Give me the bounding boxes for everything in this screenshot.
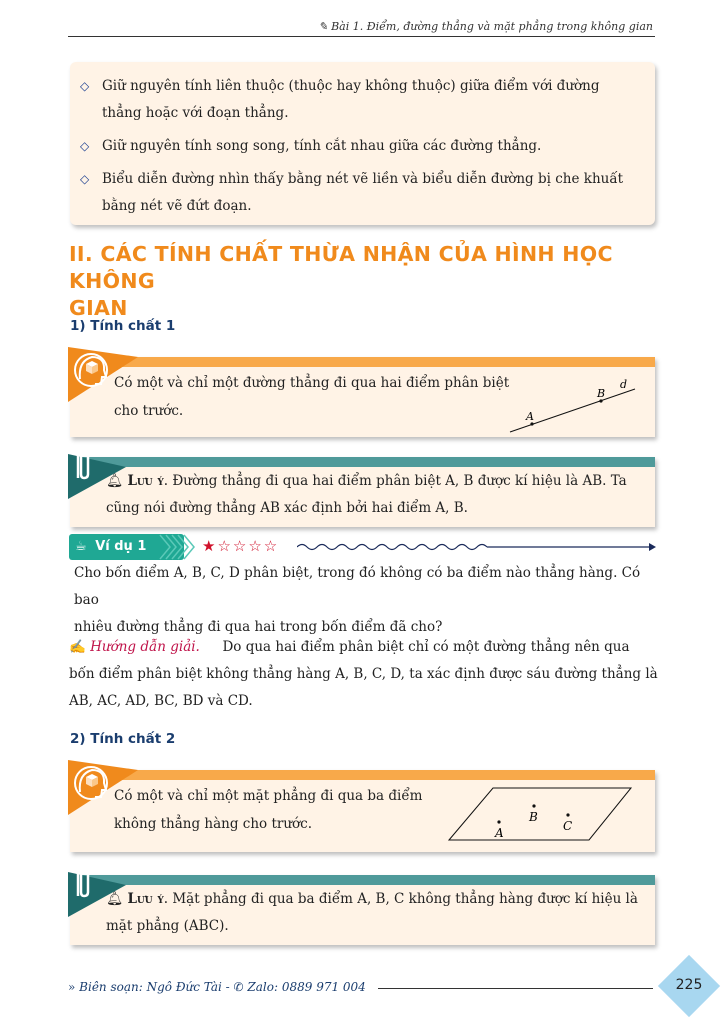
diamond-bullet-icon: ◇ xyxy=(80,172,90,186)
phone-icon: ✆ xyxy=(233,980,244,994)
prop2-heading: 2) Tính chất 2 xyxy=(70,731,176,747)
line-figure xyxy=(500,372,650,437)
point-c-label: C xyxy=(563,819,573,833)
prop2-box xyxy=(70,770,655,852)
edit-icon: ✎ xyxy=(318,20,328,33)
pencil-icon: ✍ xyxy=(69,639,86,655)
bullet-item xyxy=(80,166,662,220)
footer-divider xyxy=(378,988,653,989)
bullet-text: thẳng hoặc với đoạn thẳng. xyxy=(102,105,289,121)
page-number: 225 xyxy=(675,977,703,993)
footer-zalo: Zalo: 0889 971 004 xyxy=(247,980,366,994)
bullet-text: Biểu diễn đường nhìn thấy bằng nét vẽ liền và biểu diễn đường bị che khuất xyxy=(102,171,624,187)
bullet-text: Giữ nguyên tính song song, tính cắt nhau giữa các đường thẳng. xyxy=(102,138,542,154)
double-chevron-icon: » xyxy=(68,980,76,994)
section-title: II. CÁC TÍNH CHẤT THỪA NHẬN CỦA HÌNH HỌC KHÔNG GIAN xyxy=(69,242,613,320)
prop2-text: Có một và chỉ một mặt phẳng đi qua ba điểm không thẳng hàng cho trước. xyxy=(114,788,423,832)
example-text: Cho bốn điểm A, B, C, D phân biệt, trong đó không có ba điểm nào thẳng hàng. Có bao nhiêu đường thẳng đi qua hai trong bốn điểm đã cho? xyxy=(74,565,641,635)
note1-box xyxy=(70,457,655,527)
plane-figure xyxy=(445,784,635,844)
note2-bar xyxy=(70,875,655,885)
line-d-label: d xyxy=(620,378,628,391)
header-title: Bài 1. Điểm, đường thẳng và mặt phẳng trong không gian xyxy=(331,20,653,33)
bell-icon: 🔔︎ xyxy=(106,891,124,907)
bullet-text: bằng nét vẽ đứt đoạn. xyxy=(102,198,252,214)
prop1-heading: 1) Tính chất 1 xyxy=(70,318,176,334)
header-divider xyxy=(68,36,655,37)
point-b-label: B xyxy=(529,810,538,824)
note2-box xyxy=(70,875,655,945)
head-cube-icon xyxy=(68,347,140,402)
chevrons-decoration xyxy=(158,533,200,561)
wavy-arrow xyxy=(297,540,657,554)
note1-bar xyxy=(70,457,655,467)
diamond-bullet-icon: ◇ xyxy=(80,139,90,153)
solution-text: ✍ Hướng dẫn giải. Do qua hai điểm phân biệt chỉ có một đường thẳng nên qua bốn điểm phân biệt không thẳng hàng A, B, C, D, ta xác định được sáu đường thẳng là AB, AC, AD, BC, BD và CD. xyxy=(69,639,658,709)
paperclip-icon xyxy=(68,444,128,499)
footer xyxy=(68,980,366,994)
coffee-icon: ☕ xyxy=(75,539,87,554)
prop1-text: Có một và chỉ một đường thẳng đi qua hai điểm phân biệt cho trước. xyxy=(114,375,510,419)
solution-label: Hướng dẫn giải. xyxy=(90,639,200,655)
prop2-bar xyxy=(70,770,655,780)
bullet-text: Giữ nguyên tính liên thuộc (thuộc hay không thuộc) giữa điểm với đường xyxy=(102,78,600,94)
note1-text: 🔔︎ Lưu ý. Đường thẳng đi qua hai điểm phân biệt A, B được kí hiệu là AB. Ta cũng nói đường thẳng AB xác định bởi hai điểm A, B. xyxy=(106,473,627,516)
diamond-bullet-icon: ◇ xyxy=(80,79,90,93)
bullet-item xyxy=(80,133,662,160)
example-tag: ☕ Ví dụ 1 xyxy=(69,534,184,560)
prop1-box xyxy=(70,357,655,437)
point-a-label: A xyxy=(495,826,504,840)
header xyxy=(318,20,653,33)
prop1-bar xyxy=(70,357,655,367)
bell-icon: 🔔︎ xyxy=(106,473,124,489)
point-b-label: B xyxy=(597,387,606,400)
point-a-label: A xyxy=(526,410,534,423)
footer-author: Biên soạn: Ngô Đức Tài - xyxy=(79,980,230,994)
head-cube-icon xyxy=(68,760,140,815)
difficulty-stars: ★☆☆☆☆ xyxy=(202,537,280,555)
paperclip-icon xyxy=(68,862,128,917)
note2-text: 🔔︎ Lưu ý. Mặt phẳng đi qua ba điểm A, B, C không thẳng hàng được kí hiệu là mặt phẳng (ABC). xyxy=(106,891,638,934)
bullet-item xyxy=(80,73,662,127)
